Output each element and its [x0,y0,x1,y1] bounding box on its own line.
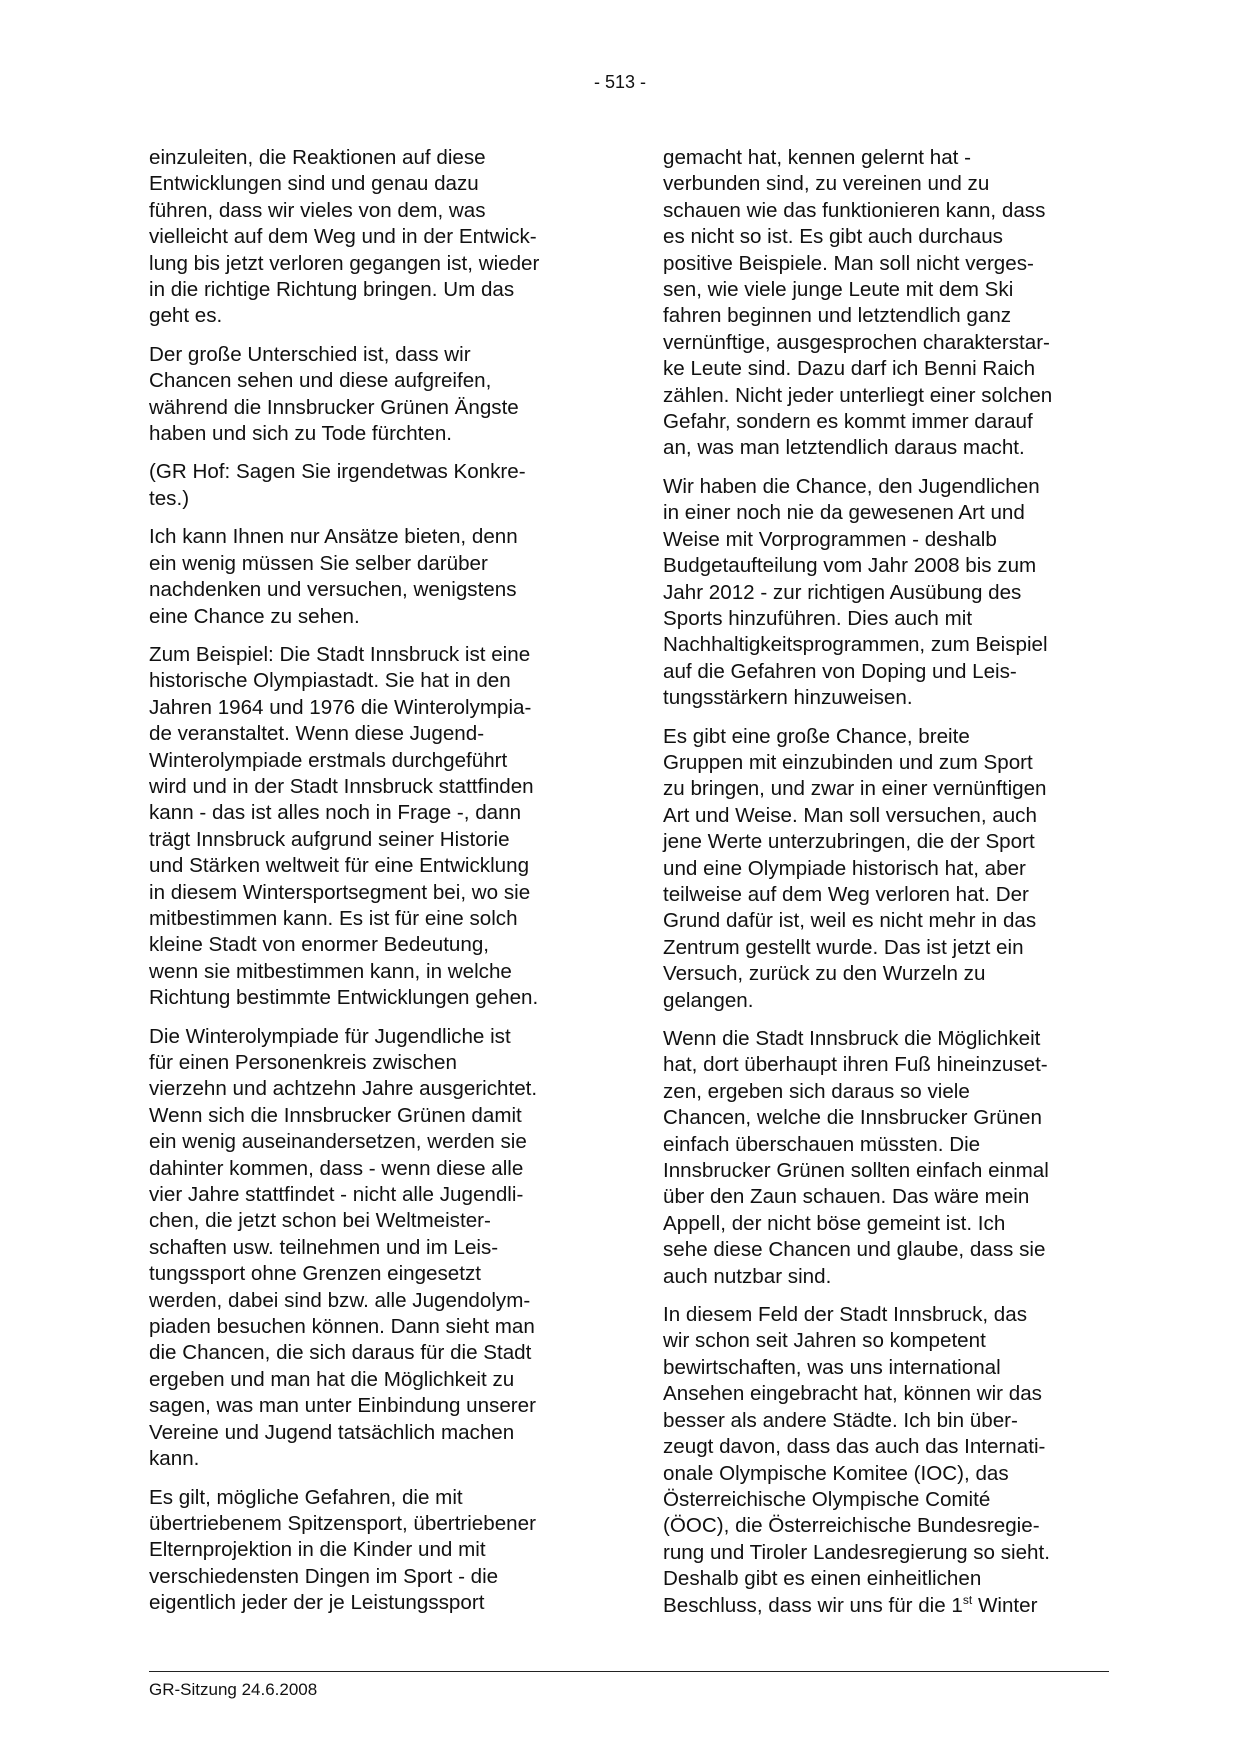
text-line: Chancen, welche die Innsbrucker Grünen [663,1106,1042,1130]
text-line: trägt Innsbruck aufgrund seiner Historie [149,827,510,851]
text-line: Richtung bestimmte Entwicklungen gehen. [149,986,539,1010]
text-line: Innsbrucker Grünen sollten einfach einmal [663,1159,1049,1183]
text-line: besser als andere Städte. Ich bin über- [663,1408,1018,1432]
text-line: einfach überschauen müssten. Die [663,1132,981,1156]
text-line: Appell, der nicht böse gemeint ist. Ich [663,1211,1006,1235]
text-line: Jahren 1964 und 1976 die Winterolympia- [149,695,532,719]
text-line: mitbestimmen kann. Es ist für eine solch [149,906,518,930]
text-line: in einer noch nie da gewesenen Art und [663,501,1025,525]
text-line: sen, wie viele junge Leute mit dem Ski [663,278,1014,302]
text-line: wir schon seit Jahren so kompetent [663,1329,986,1353]
right-column [663,145,1111,1631]
text-fragment: Winter [972,1593,1038,1617]
text-line: Wir haben die Chance, den Jugendlichen [663,474,1040,498]
text-line: ein wenig auseinandersetzen, werden sie [149,1130,527,1154]
text-line: gelangen. [663,988,754,1012]
text-line: vernünftige, ausgesprochen charakterstar- [663,330,1050,354]
text-line: ergeben und man hat die Möglichkeit zu [149,1367,515,1391]
text-line: für einen Personenkreis zwischen [149,1051,457,1074]
text-line: während die Innsbrucker Grünen Ängste [149,395,519,419]
paragraph [663,724,1111,1014]
text-line: eine Chance zu sehen. [149,604,360,628]
text-line: Deshalb gibt es einen einheitlichen [663,1567,982,1591]
text-line: nachdenken und versuchen, wenigstens [149,578,517,602]
paragraph [663,474,1111,712]
text-line: zeugt davon, dass das auch das Internati- [663,1435,1046,1459]
text-line: an, was man letztendlich daraus macht. [663,436,1025,460]
paragraph [149,145,594,330]
text-line: Budgetaufteilung vom Jahr 2008 bis zum [663,554,1037,578]
text-line: Vereine und Jugend tatsächlich machen [149,1420,515,1444]
text-line: Wenn sich die Innsbrucker Grünen damit [149,1103,522,1127]
paragraph [149,1485,594,1617]
paragraph [149,524,594,630]
text-line: wird und in der Stadt Innsbruck stattfinden [149,774,534,798]
text-line: über den Zaun schauen. Das wäre mein [663,1185,1030,1209]
text-line: vier Jahre stattfindet - nicht alle Jugendli- [149,1183,524,1207]
text-line: dahinter kommen, dass - wenn diese alle [149,1156,524,1180]
text-line: tungsstärkern hinzuweisen. [663,686,913,710]
text-line: teilweise auf dem Weg verloren hat. Der [663,882,1029,906]
text-line: übertriebenem Spitzensport, übertriebener [149,1511,536,1535]
text-line: lung bis jetzt verloren gegangen ist, wieder [149,251,540,275]
text-line: kann. [149,1447,200,1471]
text-line: onale Olympische Komitee (IOC), das [663,1461,1009,1485]
text-line: tungssport ohne Grenzen eingesetzt [149,1262,482,1286]
paragraph [663,1026,1111,1290]
text-line: positive Beispiele. Man soll nicht verges- [663,251,1034,275]
text-line: historische Olympiastadt. Sie hat in den [149,669,511,693]
text-line: chen, die jetzt schon bei Weltmeister- [149,1209,491,1233]
text-line: Ansehen eingebracht hat, können wir das [663,1382,1042,1406]
text-line: tes.) [149,486,190,510]
text-line: verschiedensten Dingen im Sport - die [149,1564,499,1588]
ordinal-superscript: st [962,1592,973,1607]
text-line: es nicht so ist. Es gibt auch durchaus [663,225,1003,249]
text-line: Österreichische Olympische Comité [663,1487,991,1511]
text-line: kleine Stadt von enormer Bedeutung, [149,933,490,957]
text-line: Gruppen mit einzubinden und zum Sport [663,750,1033,774]
text-line: werden, dabei sind bzw. alle Jugendolym- [149,1288,531,1312]
text-line: sehe diese Chancen und glaube, dass sie [663,1238,1046,1262]
text-line: Der große Unterschied ist, dass wir [149,342,471,366]
text-line: Elternprojektion in die Kinder und mit [149,1538,486,1562]
text-line: zählen. Nicht jeder unterliegt einer solchen [663,383,1053,407]
text-line: auf die Gefahren von Doping und Leis- [663,659,1017,683]
text-line: de veranstaltet. Wenn diese Jugend- [149,722,485,746]
text-line: piaden besuchen können. Dann sieht man [149,1315,535,1339]
text-line: Chancen sehen und diese aufgreifen, [149,369,492,393]
text-line [663,1593,1111,1619]
text-line: geht es. [149,304,223,328]
text-line: in die richtige Richtung bringen. Um das [149,278,515,302]
text-line: gemacht hat, kennen gelernt hat - [663,146,971,169]
text-line: In diesem Feld der Stadt Innsbruck, das [663,1303,1028,1327]
text-line: (ÖOC), die Österreichische Bundesregie- [663,1514,1040,1538]
text-line: schauen wie das funktionieren kann, dass [663,198,1046,222]
paragraph [663,1302,1111,1619]
text-line: Winterolympiade erstmals durchgeführt [149,748,508,772]
text-line: Grund dafür ist, weil es nicht mehr in das [663,909,1037,933]
text-line: verbunden sind, zu vereinen und zu [663,172,990,196]
text-line: Ich kann Ihnen nur Ansätze bieten, denn [149,525,518,549]
page-number: - 513 - [593,72,647,92]
text-line: eigentlich jeder der je Leistungssport [149,1591,485,1615]
text-line: Weise mit Vorprogrammen - deshalb [663,527,997,551]
footer-divider [149,1671,1109,1672]
text-line: rung und Tiroler Landesregierung so sieht. [663,1540,1050,1564]
text-line: jene Werte unterzubringen, die der Sport [663,830,1035,854]
text-line: zen, ergeben sich daraus so viele [663,1079,970,1103]
text-line: in diesem Wintersportsegment bei, wo sie [149,880,531,904]
text-line: Sports hinzuführen. Dies auch mit [663,606,973,630]
text-line: Art und Weise. Man soll versuchen, auch [663,803,1037,827]
paragraph [149,642,594,1012]
paragraph [149,342,594,448]
text-line: und eine Olympiade historisch hat, aber [663,856,1026,880]
text-line: führen, dass wir vieles von dem, was [149,198,486,222]
text-line: einzuleiten, die Reaktionen auf diese [149,146,486,169]
text-line: und Stärken weltweit für eine Entwicklung [149,854,530,878]
text-line: auch nutzbar sind. [663,1264,832,1288]
text-line: Zum Beispiel: Die Stadt Innsbruck ist eine [149,642,531,666]
footer-session-date: GR-Sitzung 24.6.2008 [149,1680,318,1699]
paragraph [663,145,1111,462]
text-line: fahren beginnen und letztendlich ganz [663,304,1012,328]
text-line: vierzehn und achtzehn Jahre ausgerichtet. [149,1077,538,1101]
text-fragment: Beschluss, dass wir uns für die 1 [663,1593,963,1617]
text-line: sagen, was man unter Einbindung unserer [149,1394,536,1418]
text-line: ke Leute sind. Dazu darf ich Benni Raich [663,357,1036,381]
text-line: (GR Hof: Sagen Sie irgendetwas Konkre- [149,460,526,484]
text-line: Zentrum gestellt wurde. Das ist jetzt ein [663,935,1024,959]
text-line: Die Winterolympiade für Jugendliche ist [149,1024,511,1048]
text-line: Versuch, zurück zu den Wurzeln zu [663,962,986,986]
paragraph [149,1024,594,1473]
text-line: Es gilt, mögliche Gefahren, die mit [149,1485,463,1509]
text-line: Jahr 2012 - zur richtigen Ausübung des [663,580,1022,604]
left-column [149,145,594,1629]
text-line: Nachhaltigkeitsprogrammen, zum Beispiel [663,633,1048,657]
text-line: die Chancen, die sich daraus für die Stadt [149,1341,532,1365]
text-line: Entwicklungen sind und genau dazu [149,172,479,196]
text-line: vielleicht auf dem Weg und in der Entwick- [149,225,537,249]
text-line: haben und sich zu Tode fürchten. [149,422,453,446]
text-line: Gefahr, sondern es kommt immer darauf [663,410,1033,434]
text-line: Wenn die Stadt Innsbruck die Möglichkeit [663,1027,1041,1050]
text-line: zu bringen, und zwar in einer vernünftigen [663,777,1047,801]
text-line: ein wenig müssen Sie selber darüber [149,551,488,575]
text-line: kann - das ist alles noch in Frage -, dann [149,801,522,825]
text-line: schaften usw. teilnehmen und im Leis- [149,1235,499,1259]
text-line: wenn sie mitbestimmen kann, in welche [149,959,512,983]
text-line: hat, dort überhaupt ihren Fuß hineinzuset- [663,1053,1048,1077]
text-line: bewirtschaften, was uns international [663,1355,1001,1379]
paragraph [149,459,594,512]
text-line: Es gibt eine große Chance, breite [663,724,970,748]
